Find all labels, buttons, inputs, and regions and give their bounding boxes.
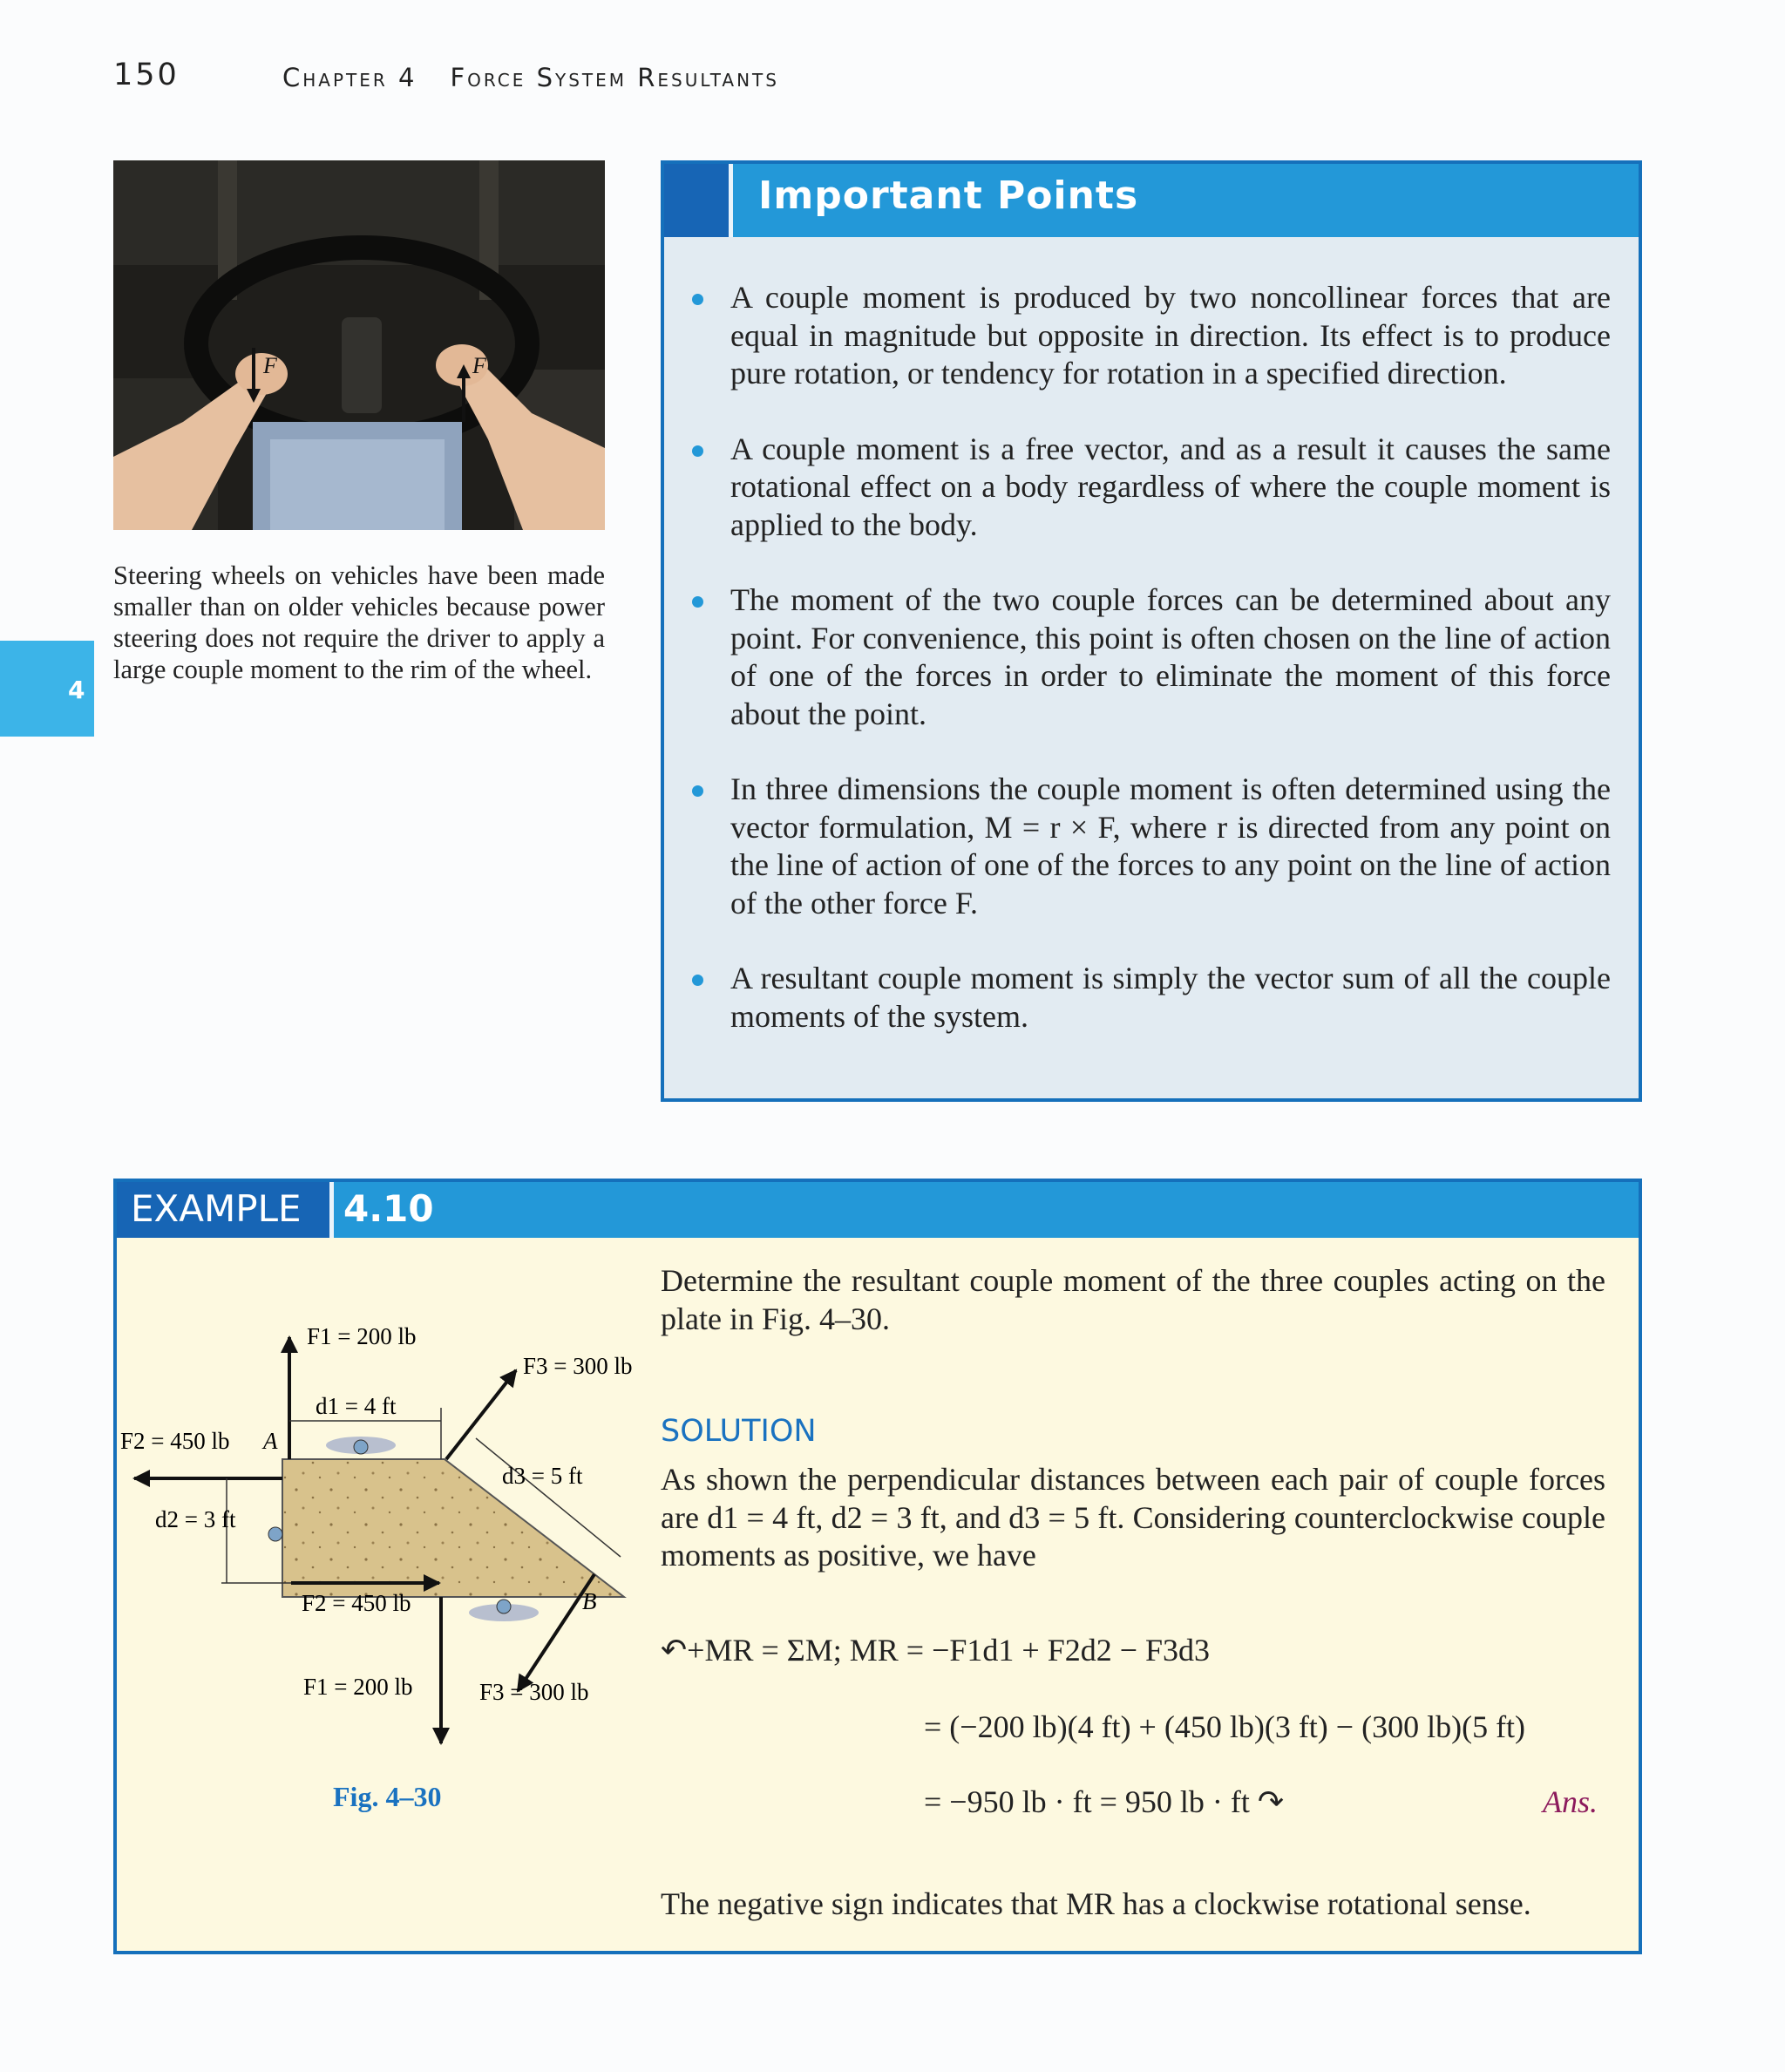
solution-text: As shown the perpendicular distances between each pair of couple forces are d1 = 4 ft, d2 = 3 ft, and d3 = 5 ft. Considering counterclockwise couple moments as positive, we have: [661, 1462, 1605, 1573]
important-point-3: The moment of the two couple forces can be determined about any point. For convenience, this point is often chosen on the line of action of one of the forces in order to eliminate the moment of this force about the point.: [689, 581, 1611, 733]
important-point-4: In three dimensions the couple moment is often determined using the vector formulation, M = r × F, where r is directed from any point on the line of action of one of the forces to any point on the line of action of the other force F.: [689, 771, 1611, 922]
photo-caption: Steering wheels on vehicles have been made smaller than on older vehicles because power steering does not require the driver to apply a large couple moment to the rim of the wheel.: [113, 560, 605, 684]
f2-left-label: F2 = 450 lb: [120, 1428, 230, 1454]
equation-result: = −950 lb · ft = 950 lb · ft ↷: [924, 1784, 1285, 1819]
important-points-title: Important Points: [758, 173, 1139, 218]
plate-figure: [117, 1308, 675, 1778]
equation-substitution: = (−200 lb)(4 ft) + (450 lb)(3 ft) − (300 lb)(5 ft): [924, 1709, 1526, 1744]
point-a-label: A: [263, 1428, 278, 1454]
f1-top-label: F1 = 200 lb: [307, 1323, 417, 1349]
side-tab-number: 4: [68, 676, 85, 704]
figure-caption: Fig. 4–30: [333, 1781, 442, 1812]
f2-bottom-label: F2 = 450 lb: [302, 1590, 411, 1616]
photo-force-label-left: F: [263, 353, 277, 378]
bottom-support-pin-icon: [497, 1600, 511, 1613]
d1-label: d1 = 4 ft: [316, 1393, 397, 1419]
important-points-divider: [729, 164, 733, 237]
top-support-pin-icon: [354, 1440, 368, 1454]
important-point-2: A couple moment is a free vector, and as a result it causes the same rotational effect on a body regardless of where the couple moment is applied to the body.: [689, 431, 1611, 545]
example-number: 4.10: [343, 1187, 434, 1230]
important-points-list: [689, 279, 1611, 1073]
f3-top-label: F3 = 300 lb: [523, 1353, 633, 1379]
point-b-label: B: [582, 1588, 597, 1614]
chapter-side-tab: [0, 641, 94, 737]
example-conclusion: The negative sign indicates that MR has a clockwise rotational sense.: [661, 1886, 1531, 1921]
example-label: EXAMPLE: [131, 1187, 302, 1230]
steering-wheel-photo: [113, 160, 605, 530]
example-problem-statement: Determine the resultant couple moment of the three couples acting on the plate in Fig. 4–30.: [661, 1263, 1605, 1336]
running-head: [282, 63, 779, 92]
photo-force-label-right: F: [472, 353, 486, 378]
d3-label: d3 = 5 ft: [502, 1463, 583, 1489]
chapter-title: Force System Resultants: [450, 63, 779, 92]
page-number: 150: [113, 58, 180, 92]
f3-bottom-label: F3 = 300 lb: [479, 1679, 589, 1705]
important-point-1: A couple moment is produced by two noncollinear forces that are equal in magnitude but opposite in direction. Its effect is to produce pure rotation, or tendency for rotation in a specified direction.: [689, 279, 1611, 393]
example-header-divider: [329, 1182, 334, 1238]
f3-top-arrow: [446, 1370, 516, 1459]
important-point-5: A resultant couple moment is simply the vector sum of all the couple moments of the system.: [689, 960, 1611, 1036]
answer-label: Ans.: [1543, 1784, 1598, 1819]
side-support-pin-icon: [268, 1527, 282, 1541]
f1-bottom-label: F1 = 200 lb: [303, 1674, 413, 1700]
equation-moment-sum: ↶+MR = ΣM; MR = −F1d1 + F2d2 − F3d3: [661, 1633, 1211, 1668]
d2-label: d2 = 3 ft: [155, 1506, 236, 1532]
important-points-notch: [664, 164, 730, 237]
solution-heading: SOLUTION: [661, 1414, 817, 1449]
chapter-label: Chapter 4: [282, 63, 417, 92]
